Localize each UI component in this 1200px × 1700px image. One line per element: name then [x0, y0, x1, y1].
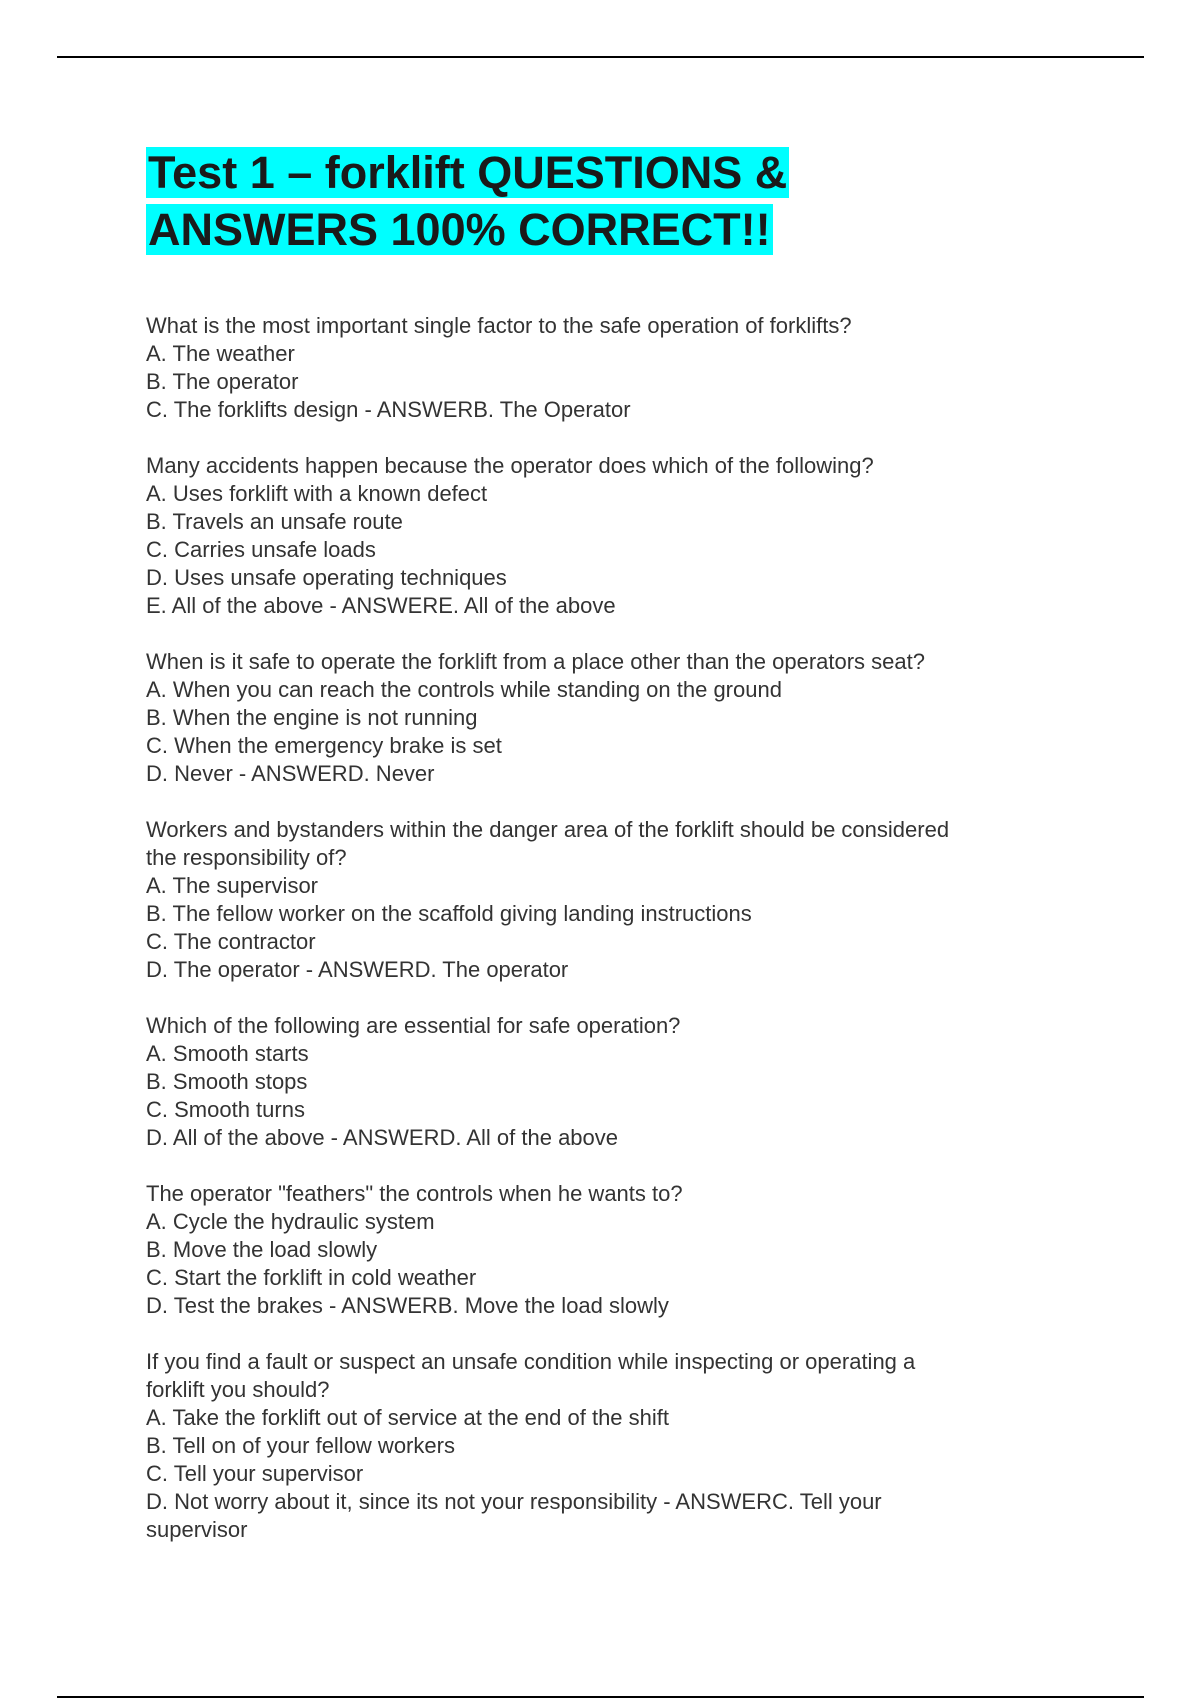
footer-rule	[57, 1696, 1144, 1698]
option-line: B. Smooth stops	[146, 1069, 308, 1094]
answer-line: D. All of the above - ANSWERD. All of the above	[146, 1125, 619, 1150]
question-text: Workers and bystanders within the danger area of the forklift should be considered	[146, 817, 950, 842]
question-text: When is it safe to operate the forklift from a place other than the operators seat?	[146, 649, 925, 674]
option-line: B. The fellow worker on the scaffold giving landing instructions	[146, 901, 752, 926]
title-line-2: ANSWERS 100% CORRECT!!	[148, 204, 771, 255]
option-line: B. Travels an unsafe route	[146, 509, 403, 534]
question-block	[146, 1180, 1046, 1320]
option-line: supervisor	[146, 1517, 248, 1542]
option-line: B. Tell on of your fellow workers	[146, 1433, 455, 1458]
answer-line: E. All of the above - ANSWERE. All of the above	[146, 593, 616, 618]
question-text: The operator "feathers" the controls when he wants to?	[146, 1181, 683, 1206]
option-line: A. The weather	[146, 341, 295, 366]
question-block	[146, 452, 1046, 620]
option-line: A. Take the forklift out of service at the end of the shift	[146, 1405, 669, 1430]
option-line: forklift you should?	[146, 1377, 330, 1402]
question-block	[146, 648, 1046, 788]
option-line: B. Move the load slowly	[146, 1237, 378, 1262]
question-text: Many accidents happen because the operator does which of the following?	[146, 453, 874, 478]
question-text: What is the most important single factor to the safe operation of forklifts?	[146, 313, 852, 338]
option-line: C. When the emergency brake is set	[146, 733, 502, 758]
question-text: Which of the following are essential for safe operation?	[146, 1013, 681, 1038]
question-text: If you find a fault or suspect an unsafe condition while inspecting or operating a	[146, 1349, 916, 1374]
question-block	[146, 1348, 1046, 1544]
question-block	[146, 1012, 1046, 1152]
option-line: A. When you can reach the controls while standing on the ground	[146, 677, 782, 702]
question-block	[146, 816, 1046, 984]
option-line: C. Start the forklift in cold weather	[146, 1265, 477, 1290]
page-title	[146, 144, 906, 258]
option-line: C. The contractor	[146, 929, 316, 954]
title-line-1: Test 1 – forklift QUESTIONS &	[148, 147, 788, 198]
header-rule	[57, 56, 1144, 58]
option-line: C. Smooth turns	[146, 1097, 305, 1122]
answer-line: D. Never - ANSWERD. Never	[146, 761, 435, 786]
option-line: C. Carries unsafe loads	[146, 537, 376, 562]
option-line: A. Cycle the hydraulic system	[146, 1209, 435, 1234]
option-line: A. Uses forklift with a known defect	[146, 481, 488, 506]
answer-line: D. Not worry about it, since its not your responsibility - ANSWERC. Tell your	[146, 1489, 882, 1514]
question-block	[146, 312, 1046, 424]
answer-line: D. The operator - ANSWERD. The operator	[146, 957, 569, 982]
option-line: B. When the engine is not running	[146, 705, 478, 730]
question-list	[146, 312, 1046, 1572]
option-line: D. Uses unsafe operating techniques	[146, 565, 507, 590]
answer-line: D. Test the brakes - ANSWERB. Move the load slowly	[146, 1293, 669, 1318]
option-line: C. Tell your supervisor	[146, 1461, 364, 1486]
option-line: A. Smooth starts	[146, 1041, 309, 1066]
option-line: B. The operator	[146, 369, 299, 394]
answer-line: C. The forklifts design - ANSWERB. The Operator	[146, 397, 631, 422]
option-line: A. The supervisor	[146, 873, 319, 898]
option-line: the responsibility of?	[146, 845, 347, 870]
